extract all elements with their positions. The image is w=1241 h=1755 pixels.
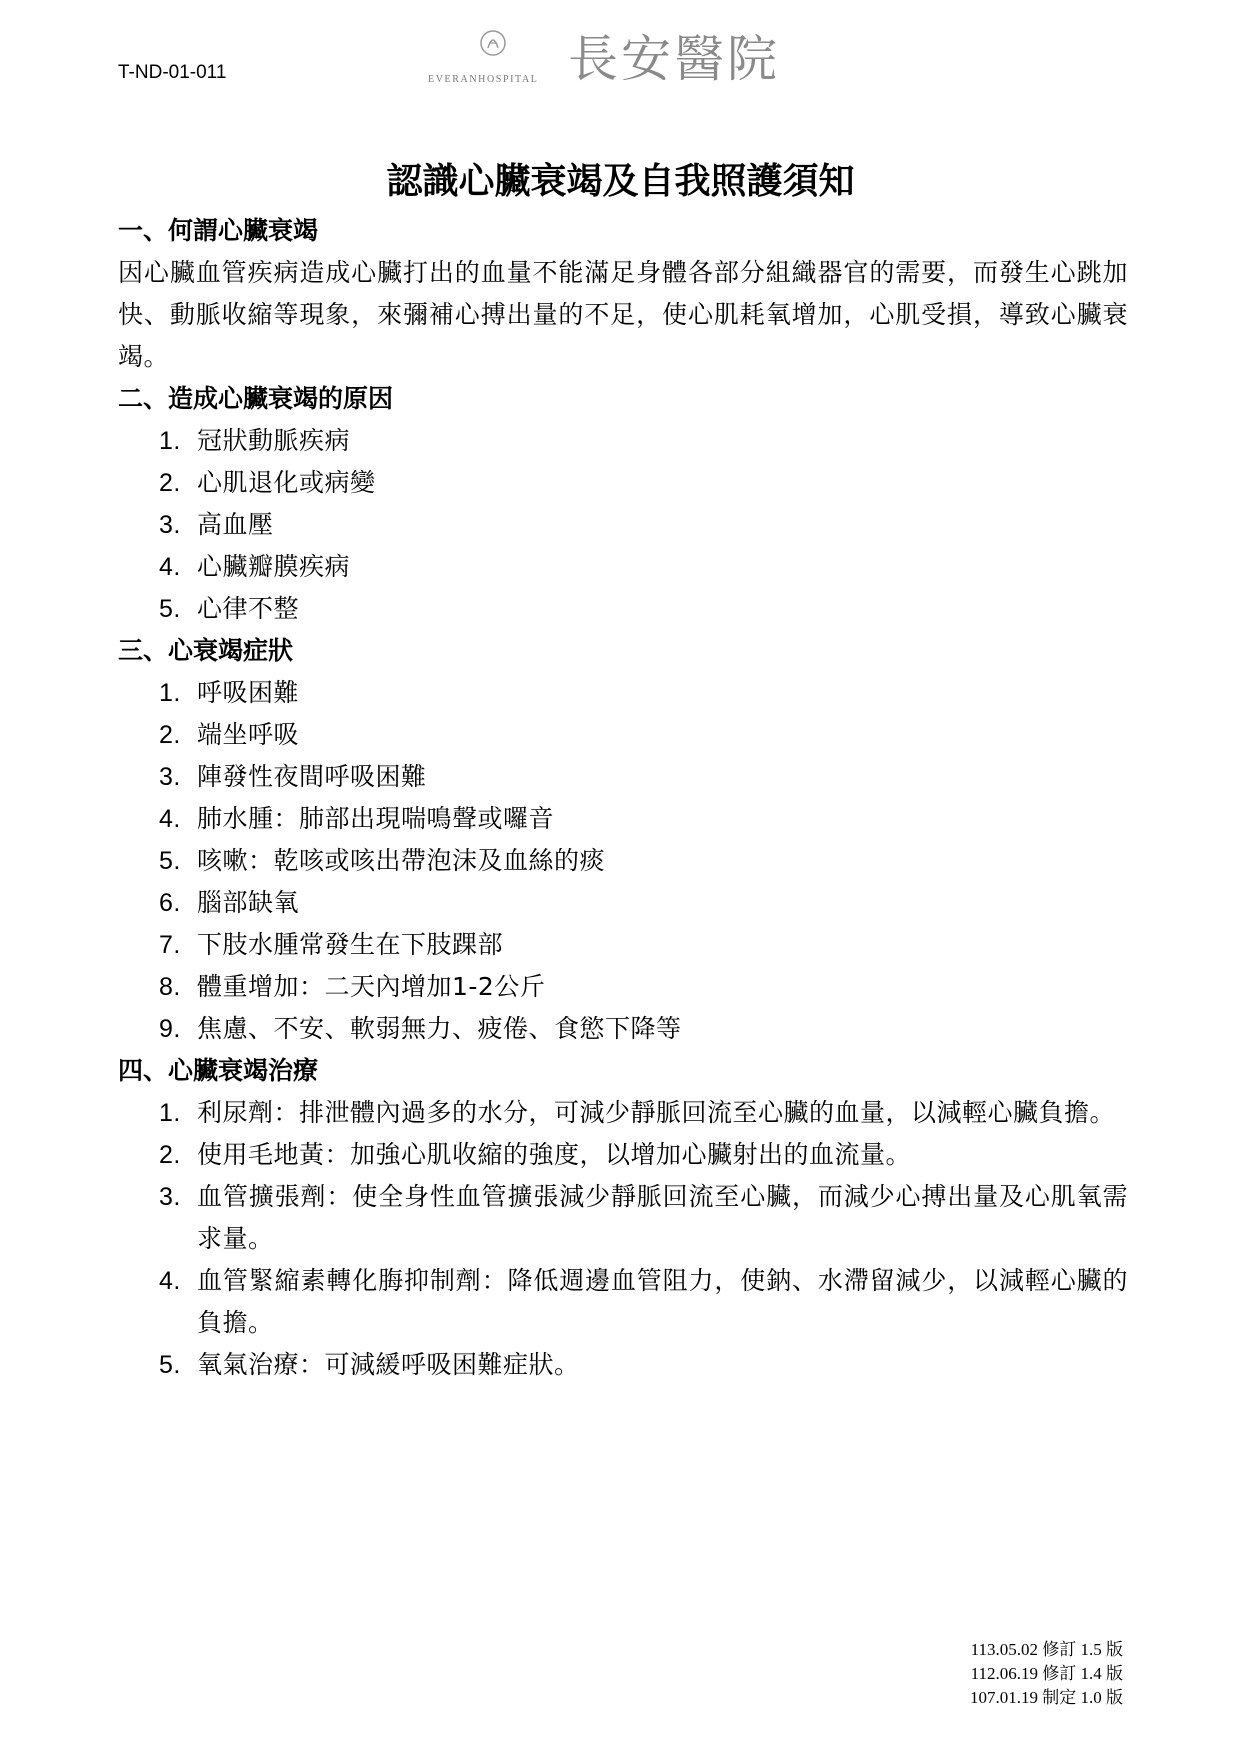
logo-chinese-text: 長安醫院 — [568, 30, 780, 88]
list-item: 3. 陣發性夜間呼吸困難 — [159, 762, 427, 791]
list-item: 8. 體重增加：二天內增加1-2公斤 — [159, 972, 546, 1001]
list-item: 3. 高血壓 — [159, 510, 274, 539]
list-item: 1. 利尿劑：排泄體內過多的水分，可減少靜脈回流至心臟的血量，以減輕心臟負擔。 — [159, 1098, 1116, 1127]
list-item: 7. 下肢水腫常發生在下肢踝部 — [159, 930, 504, 959]
list-item: 3. 血管擴張劑：使全身性血管擴張減少靜脈回流至心臟，而減少心搏出量及心肌氧需求量。 — [159, 1182, 1128, 1253]
list-item: 2. 使用毛地黃：加強心肌收縮的強度，以增加心臟射出的血流量。 — [159, 1140, 912, 1169]
list-item: 4. 心臟瓣膜疾病 — [159, 552, 351, 581]
section-heading: 一、何謂心臟衰竭 — [118, 216, 319, 245]
version-line: 107.01.19 制定 1.0 版 — [970, 1688, 1123, 1707]
list-item: 6. 腦部缺氧 — [159, 888, 300, 917]
page-title: 認識心臟衰竭及自我照護須知 — [386, 161, 855, 202]
list-item: 2. 端坐呼吸 — [159, 720, 300, 749]
logo-english-text: EVERANHOSPITAL — [428, 74, 539, 85]
list-item: 9. 焦慮、不安、軟弱無力、疲倦、食慾下降等 — [159, 1014, 682, 1043]
list-item: 5. 咳嗽：乾咳或咳出帶泡沫及血絲的痰 — [159, 846, 606, 875]
list-item: 1. 呼吸困難 — [159, 678, 300, 707]
section-heading: 三、心衰竭症狀 — [118, 636, 294, 665]
version-history — [970, 1638, 1123, 1710]
list-item: 1. 冠狀動脈疾病 — [159, 426, 351, 455]
document-body — [118, 210, 1128, 1386]
hospital-emblem-icon — [478, 28, 508, 58]
treatment-list — [118, 1092, 1128, 1386]
version-line: 112.06.19 修訂 1.4 版 — [970, 1664, 1123, 1683]
list-item: 5. 氧氣治療：可減緩呼吸困難症狀。 — [159, 1350, 580, 1379]
hospital-logo — [428, 28, 828, 92]
section-heading: 二、造成心臟衰竭的原因 — [118, 384, 394, 413]
list-item: 4. 血管緊縮素轉化脢抑制劑：降低週邊血管阻力，使鈉、水滯留減少，以減輕心臟的負擔。 — [159, 1266, 1128, 1337]
causes-list — [118, 420, 1128, 630]
symptoms-list — [118, 672, 1128, 1050]
section-heading: 四、心臟衰竭治療 — [118, 1056, 319, 1085]
section-paragraph: 因心臟血管疾病造成心臟打出的血量不能滿足身體各部分組織器官的需要，而發生心跳加快、動脈收縮等現象，來彌補心搏出量的不足，使心肌耗氧增加，心肌受損，導致心臟衰竭。 — [118, 258, 1128, 371]
list-item: 2. 心肌退化或病變 — [159, 468, 376, 497]
list-item: 5. 心律不整 — [159, 594, 300, 623]
list-item: 4. 肺水腫：肺部出現喘鳴聲或囉音 — [159, 804, 555, 833]
document-code: T-ND-01-011 — [118, 62, 227, 83]
version-line: 113.05.02 修訂 1.5 版 — [970, 1640, 1123, 1659]
